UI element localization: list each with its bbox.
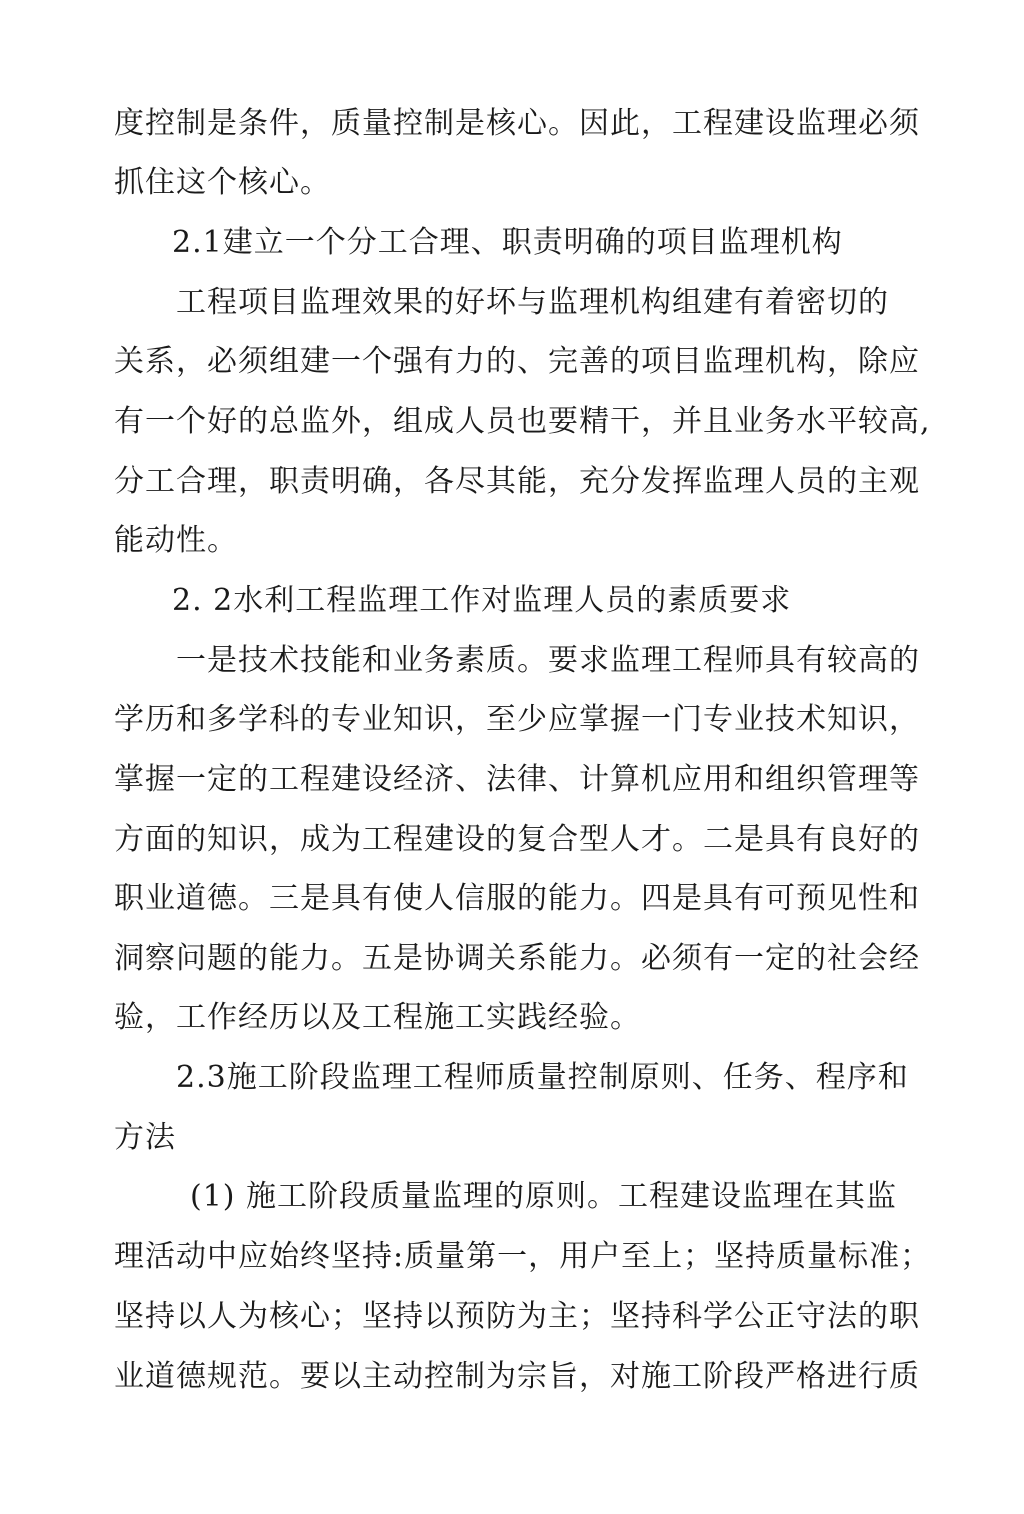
text-line-6: 有一个好的总监外，组成人员也要精干，并且业务水平较高, (114, 404, 931, 439)
text-line-4: 工程项目监理效果的好坏与监理机构组建有着密切的 (176, 285, 889, 320)
section-heading-2-1: 2.1建立一个分工合理、职责明确的项目监理机构 (172, 225, 843, 260)
text-line-13: 方面的知识，成为工程建设的复合型人才。二是具有良好的 (114, 822, 920, 857)
text-line-21: 坚持以人为核心；坚持以预防为主；坚持科学公正守法的职 (114, 1299, 920, 1334)
text-line-16: 验，工作经历以及工程施工实践经验。 (114, 1000, 641, 1035)
text-line-1: 度控制是条件，质量控制是核心。因此，工程建设监理必须 (114, 106, 920, 141)
text-line-15: 洞察问题的能力。五是协调关系能力。必须有一定的社会经 (114, 941, 920, 976)
text-line-14: 职业道德。三是具有使人信服的能力。四是具有可预见性和 (114, 881, 920, 916)
text-line-7: 分工合理，职责明确，各尽其能，充分发挥监理人员的主观 (114, 464, 920, 499)
text-line-20: 理活动中应始终坚持:质量第一，用户至上；坚持质量标准； (114, 1239, 932, 1274)
text-line-10: 一是技术技能和业务素质。要求监理工程师具有较高的 (176, 643, 920, 678)
text-line-22: 业道德规范。要以主动控制为宗旨，对施工阶段严格进行质 (114, 1359, 920, 1394)
text-line-11: 学历和多学科的专业知识，至少应掌握一门专业技术知识， (114, 702, 920, 737)
text-line-12: 掌握一定的工程建设经济、法律、计算机应用和组织管理等 (114, 762, 920, 797)
text-line-18: 方法 (114, 1120, 176, 1155)
section-heading-2-2: 2. 2水利工程监理工作对监理人员的素质要求 (172, 583, 792, 618)
text-line-19: (1) 施工阶段质量监理的原则。工程建设监理在其监 (190, 1179, 898, 1214)
text-line-8: 能动性。 (114, 523, 238, 558)
text-line-2: 抓住这个核心。 (114, 165, 331, 200)
section-heading-2-3: 2.3施工阶段监理工程师质量控制原则、任务、程序和 (176, 1060, 909, 1095)
text-line-5: 关系，必须组建一个强有力的、完善的项目监理机构，除应 (114, 344, 920, 379)
